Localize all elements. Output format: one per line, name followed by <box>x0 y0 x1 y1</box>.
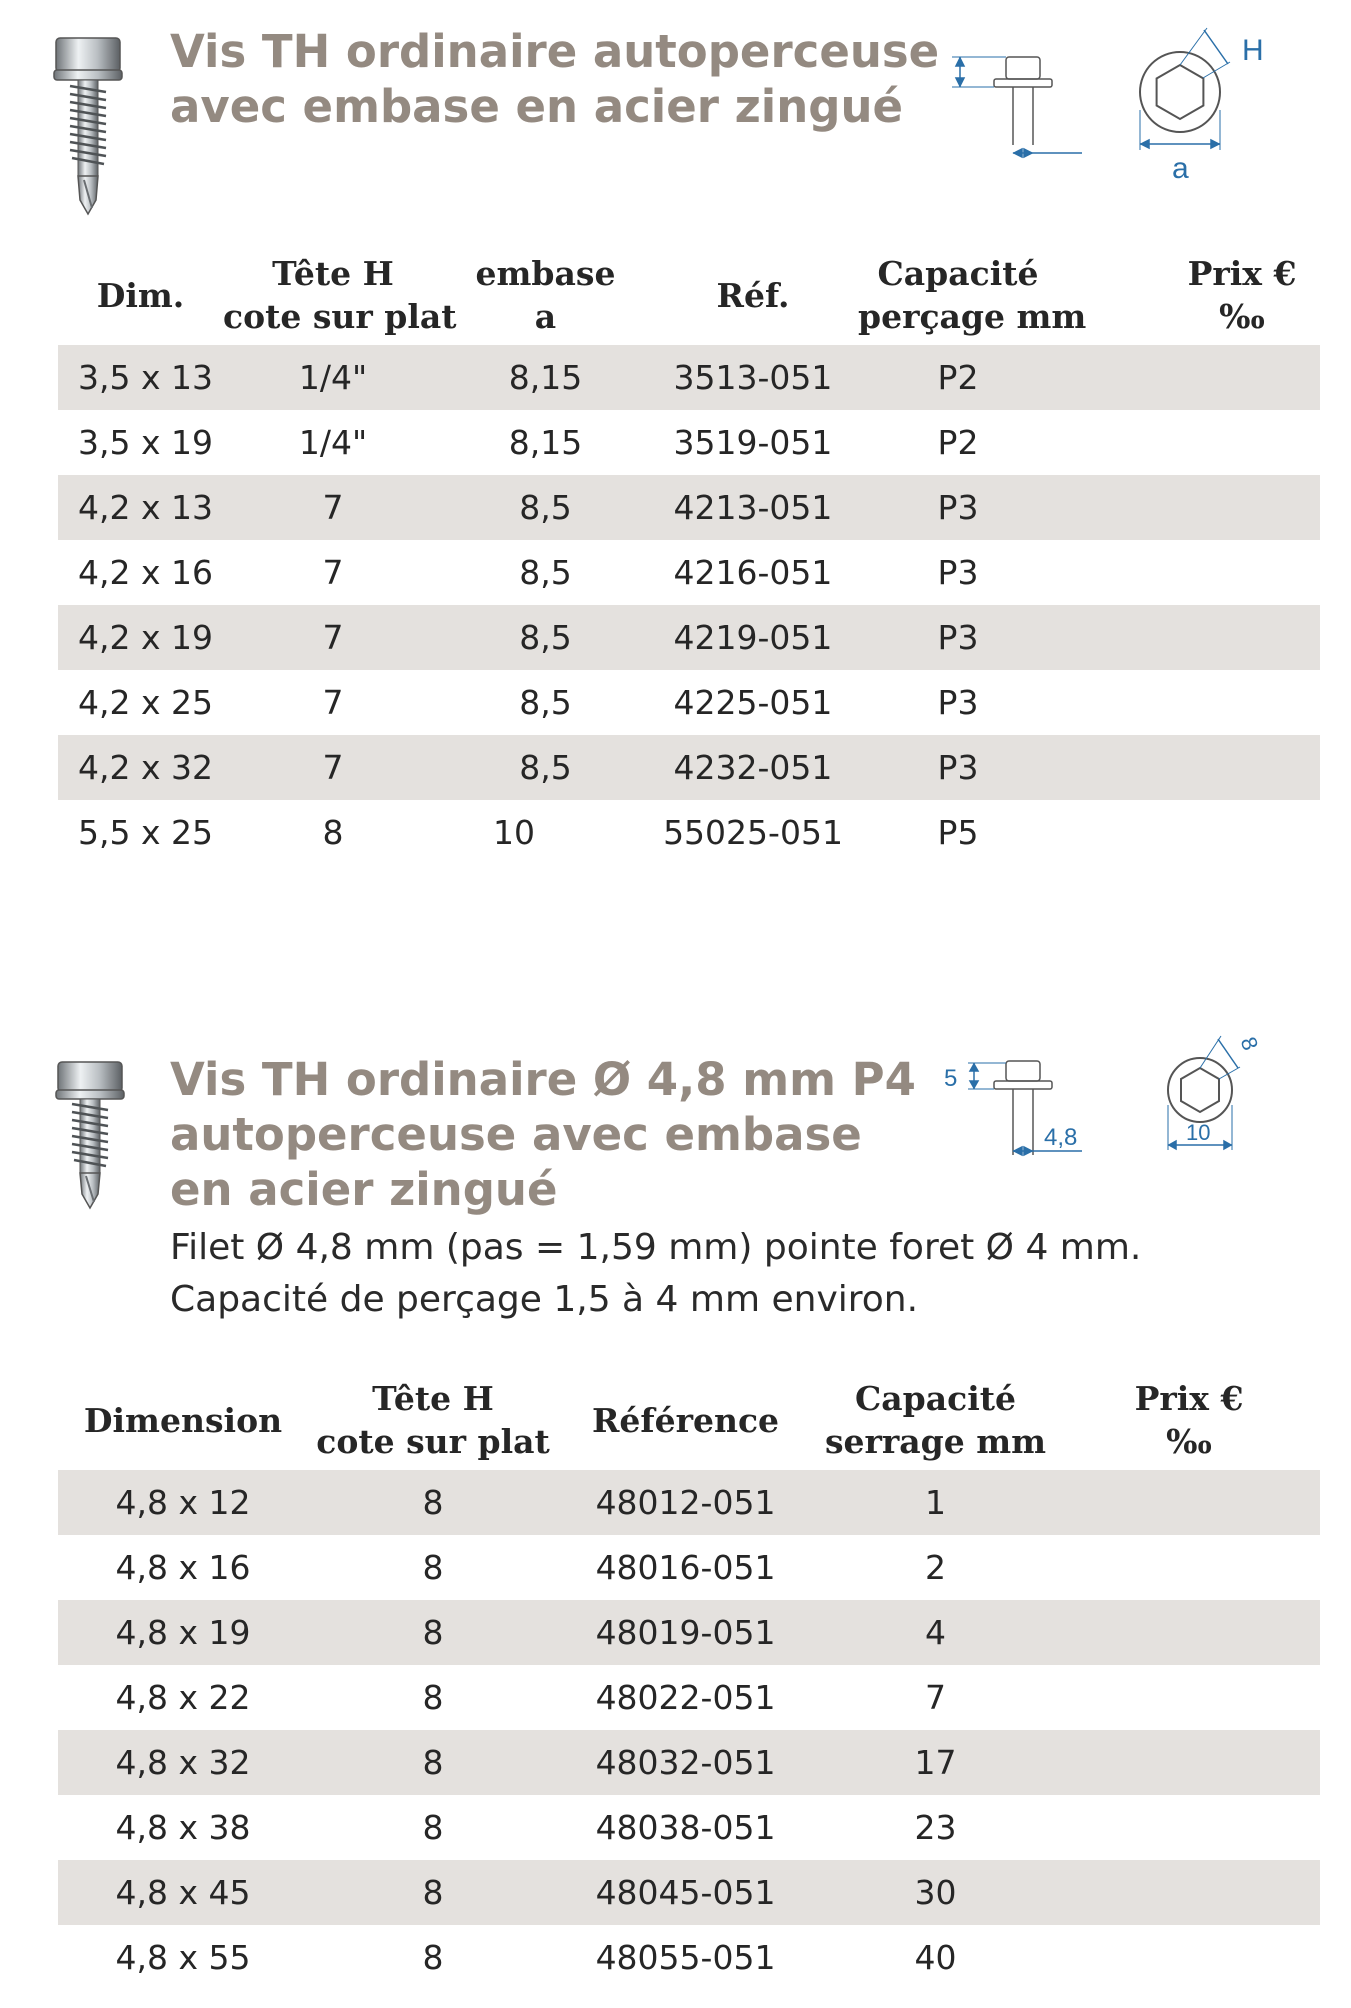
cell-head-size: 1/4" <box>298 423 368 462</box>
cell-reference: 4219-051 <box>648 605 858 670</box>
description-line-1: Filet Ø 4,8 mm (pas = 1,59 mm) pointe foret Ø 4 mm. <box>170 1227 1142 1268</box>
cell-reference: 48038-051 <box>595 1808 776 1847</box>
cell-capacity: 23 <box>914 1808 957 1847</box>
cell-capacity: 40 <box>914 1938 957 1977</box>
cell-price <box>1058 1730 1320 1795</box>
cell-head-size: 7 <box>322 553 344 592</box>
cell-price <box>1058 605 1320 670</box>
cell-price <box>1058 475 1320 540</box>
cell-dimension: 4,8 x 55 <box>115 1938 251 1977</box>
cell-head-size: 8 <box>422 1678 444 1717</box>
product-table-1 <box>58 245 1320 865</box>
cell-dimension: 4,8 x 12 <box>58 1470 308 1535</box>
hex-size-label: 8 <box>1235 1033 1264 1054</box>
product-description <box>170 1222 1141 1326</box>
cell-price <box>1058 1470 1320 1535</box>
table-row <box>58 1860 1320 1925</box>
table-row <box>58 1470 1320 1535</box>
cell-head-size: 8 <box>322 813 344 852</box>
screw-head-top-diagram <box>1160 1030 1280 1170</box>
cell-price <box>1058 1665 1320 1730</box>
cell-flange: 8,5 <box>519 553 572 592</box>
cell-head-size: 8 <box>308 1600 558 1665</box>
cell-dimension: 4,8 x 38 <box>115 1808 251 1847</box>
cell-capacity: P3 <box>858 475 1058 540</box>
column-header-reference: Réf. <box>716 275 790 315</box>
cell-reference: 3513-051 <box>648 345 858 410</box>
table-header-row <box>58 245 1320 345</box>
column-header-price: Prix € ‰ <box>1187 254 1297 336</box>
cell-capacity: P2 <box>858 345 1058 410</box>
cell-price <box>1058 1925 1320 1990</box>
column-header-head-size: Tête H cote sur plat <box>316 1379 550 1461</box>
cell-price <box>1058 345 1320 410</box>
table-row <box>58 1665 1320 1730</box>
product-title <box>170 1052 916 1217</box>
cell-reference: 3519-051 <box>673 423 833 462</box>
cell-head-size: 8 <box>308 1860 558 1925</box>
cell-capacity: 7 <box>925 1678 946 1717</box>
flange-diameter-label: a <box>1172 152 1189 185</box>
table-row <box>58 345 1320 410</box>
screw-head-top-diagram <box>1130 20 1285 190</box>
column-header-reference: Référence <box>591 1400 780 1440</box>
cell-flange: 8,15 <box>508 423 583 462</box>
hex-size-label: H <box>1242 34 1264 67</box>
cell-price <box>1058 735 1320 800</box>
column-header-capacity: Capacité serrage mm <box>824 1379 1047 1461</box>
table-row <box>58 605 1320 670</box>
cell-reference: 4225-051 <box>673 683 833 722</box>
cell-flange: 8,5 <box>443 605 648 670</box>
cell-dimension: 4,2 x 16 <box>78 553 213 592</box>
cell-dimension: 3,5 x 19 <box>78 423 213 462</box>
table-row <box>58 670 1320 735</box>
cell-price <box>1058 540 1320 605</box>
product-table-2 <box>58 1370 1320 1990</box>
cell-dimension: 3,5 x 13 <box>58 345 223 410</box>
cell-reference: 48016-051 <box>595 1548 776 1587</box>
cell-reference: 4232-051 <box>648 735 858 800</box>
cell-head-size: 8 <box>422 1548 444 1587</box>
cell-dimension: 4,8 x 16 <box>115 1548 251 1587</box>
cell-capacity: P3 <box>937 553 979 592</box>
cell-price <box>1058 1860 1320 1925</box>
column-header-dimension: Dimension <box>83 1400 283 1440</box>
product-title-line-1: Vis TH ordinaire autoperceuse <box>170 25 940 78</box>
cell-dimension: 4,2 x 19 <box>58 605 223 670</box>
column-header-head-size: Tête H cote sur plat <box>223 254 457 336</box>
cell-head-size: 8 <box>422 1938 444 1977</box>
column-header-price: Prix € ‰ <box>1134 1379 1244 1461</box>
cell-capacity: 2 <box>925 1548 946 1587</box>
cell-reference: 48032-051 <box>558 1730 813 1795</box>
cell-head-size: 7 <box>223 735 443 800</box>
cell-flange: 8,5 <box>443 735 648 800</box>
cell-head-size: 1/4" <box>223 345 443 410</box>
screw-side-diagram <box>940 1055 1100 1170</box>
table-row <box>58 1730 1320 1795</box>
description-line-2: Capacité de perçage 1,5 à 4 mm environ. <box>170 1279 919 1320</box>
cell-dimension: 4,8 x 32 <box>58 1730 308 1795</box>
cell-reference: 55025-051 <box>663 813 843 852</box>
cell-dimension: 4,2 x 25 <box>78 683 213 722</box>
cell-reference: 48055-051 <box>595 1938 776 1977</box>
cell-flange: 8,5 <box>519 683 572 722</box>
cell-dimension: 4,2 x 32 <box>58 735 223 800</box>
cell-reference: 48019-051 <box>558 1600 813 1665</box>
cell-price <box>1058 1535 1320 1600</box>
cell-head-size: 8 <box>308 1470 558 1535</box>
product-title <box>170 24 939 134</box>
cell-head-size: 7 <box>322 683 344 722</box>
cell-price <box>1058 1795 1320 1860</box>
cell-price <box>1058 670 1320 735</box>
screw-side-diagram <box>950 45 1085 165</box>
cell-price <box>1058 1600 1320 1665</box>
cell-capacity: P2 <box>937 423 979 462</box>
table-row <box>58 800 1320 865</box>
cell-reference: 48012-051 <box>558 1470 813 1535</box>
cell-dimension: 4,2 x 13 <box>58 475 223 540</box>
table-header-row <box>58 1370 1320 1470</box>
cell-capacity: P3 <box>858 605 1058 670</box>
column-header-capacity: Capacité perçage mm <box>858 254 1087 336</box>
table-row <box>58 540 1320 605</box>
cell-reference: 48045-051 <box>558 1860 813 1925</box>
table-row <box>58 1925 1320 1990</box>
table-row <box>58 1600 1320 1665</box>
product-title-line-1: Vis TH ordinaire Ø 4,8 mm P4 <box>170 1053 916 1106</box>
cell-flange: 10 <box>493 813 535 852</box>
table-row <box>58 410 1320 475</box>
table-row <box>58 475 1320 540</box>
cell-reference: 4216-051 <box>673 553 833 592</box>
cell-capacity: P5 <box>937 813 979 852</box>
product-title-line-2: autoperceuse avec embase <box>170 1108 862 1161</box>
table-row <box>58 1535 1320 1600</box>
cell-dimension: 5,5 x 25 <box>78 813 213 852</box>
cell-reference: 48022-051 <box>595 1678 776 1717</box>
cell-price <box>1058 800 1320 865</box>
cell-head-size: 7 <box>223 475 443 540</box>
cell-head-size: 8 <box>422 1808 444 1847</box>
cell-dimension: 4,8 x 19 <box>58 1600 308 1665</box>
cell-reference: 4213-051 <box>648 475 858 540</box>
shank-diameter-label: 4,8 <box>1044 1124 1078 1151</box>
table-row <box>58 1795 1320 1860</box>
cell-capacity: 4 <box>813 1600 1058 1665</box>
table-row <box>58 735 1320 800</box>
cell-price <box>1058 410 1320 475</box>
cell-capacity: P3 <box>937 683 979 722</box>
head-height-label: 5 <box>944 1065 958 1092</box>
cell-capacity: 30 <box>813 1860 1058 1925</box>
cell-head-size: 8 <box>308 1730 558 1795</box>
cell-dimension: 4,8 x 22 <box>115 1678 251 1717</box>
column-header-flange: embase a <box>475 254 616 336</box>
product-title-line-3: en acier zingué <box>170 1163 558 1216</box>
cell-flange: 8,5 <box>443 475 648 540</box>
self-drilling-screw-image <box>52 30 124 216</box>
self-drilling-screw-image <box>54 1060 126 1210</box>
cell-capacity: P3 <box>858 735 1058 800</box>
cell-head-size: 7 <box>223 605 443 670</box>
cell-flange: 8,15 <box>443 345 648 410</box>
cell-capacity: 17 <box>813 1730 1058 1795</box>
flange-diameter-label: 10 <box>1186 1120 1211 1145</box>
column-header-dimension: Dim. <box>96 275 185 315</box>
product-title-line-2: avec embase en acier zingué <box>170 80 904 133</box>
cell-dimension: 4,8 x 45 <box>58 1860 308 1925</box>
cell-capacity: 1 <box>813 1470 1058 1535</box>
